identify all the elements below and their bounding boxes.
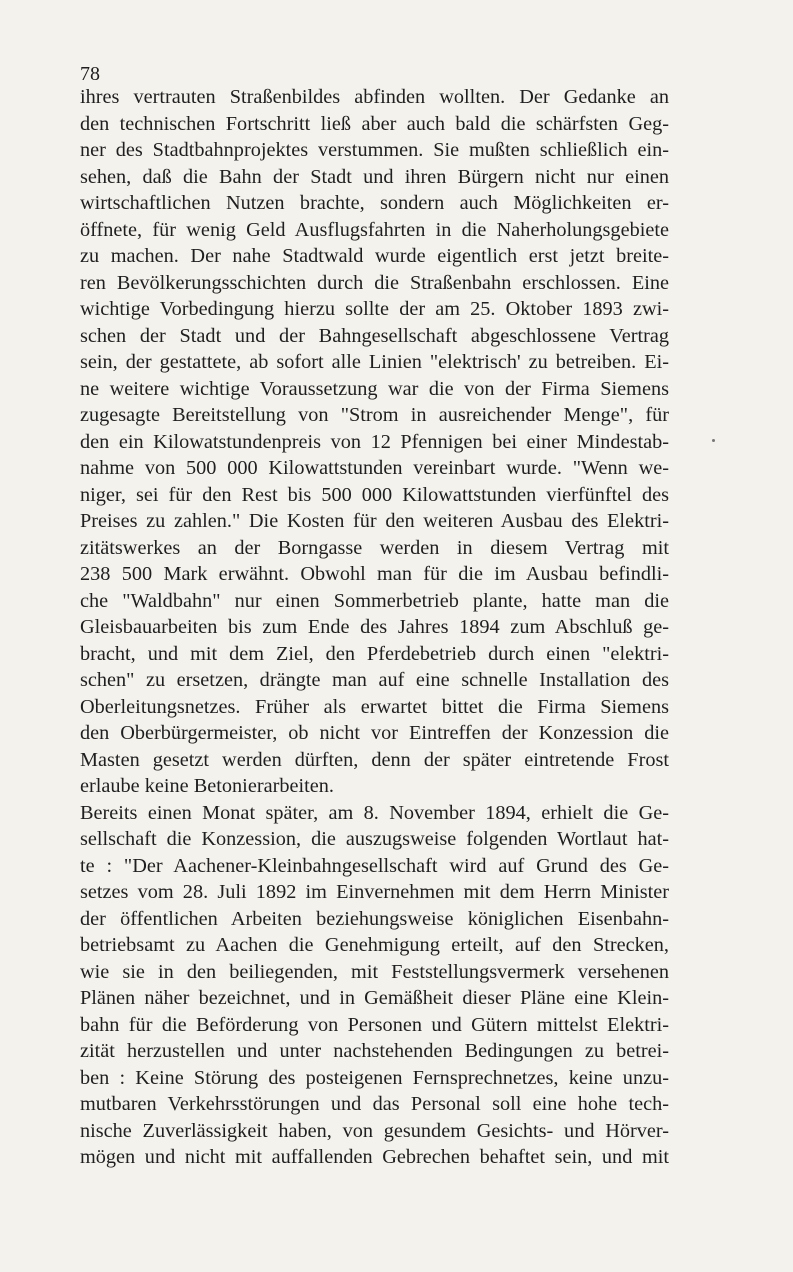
text-line: che "Waldbahn" nur einen Sommerbetrieb plante, hatte man die	[80, 589, 669, 612]
text-line: den Oberbürgermeister, ob nicht vor Eintreffen der Konzession die	[80, 722, 669, 744]
text-line: sein, der gestattete, ab sofort alle Linien "elektrisch' zu betreiben. Ei-	[80, 351, 669, 373]
text-line: betriebsamt zu Aachen die Genehmigung erteilt, auf den Strecken,	[80, 934, 669, 956]
text-line: Oberleitungsnetzes. Früher als erwartet bittet die Firma Siemens	[80, 695, 669, 718]
text-line: 238 500 Mark erwähnt. Obwohl man für die im Ausbau befindli-	[80, 563, 669, 585]
text-line: bahn für die Beförderung von Personen und Gütern mittelst Elektri-	[80, 1013, 669, 1036]
text-line: Masten gesetzt werden dürften, denn der später eintretende Frost	[80, 748, 669, 771]
print-speck	[712, 439, 715, 442]
text-line: niger, sei für den Rest bis 500 000 Kilowattstunden vierfünftel des	[80, 483, 669, 506]
text-line: Bereits einen Monat später, am 8. November 1894, erhielt die Ge-	[80, 801, 669, 824]
text-line: nische Zuverlässigkeit haben, von gesundem Gesichts- und Hörver-	[80, 1119, 669, 1142]
text-line: ne weitere wichtige Voraussetzung war die von der Firma Siemens	[80, 377, 669, 400]
text-line: setzes vom 28. Juli 1892 im Einvernehmen mit dem Herrn Minister	[80, 881, 669, 903]
text-line: den technischen Fortschritt ließ aber auch bald die schärfsten Geg-	[80, 112, 669, 135]
text-line: ren Bevölkerungsschichten durch die Straßenbahn erschlossen. Eine	[80, 271, 669, 294]
body-text	[80, 84, 669, 1171]
page-number: 78	[80, 63, 100, 85]
text-line: ner des Stadtbahnprojektes verstummen. Sie mußten schließlich ein-	[80, 139, 669, 161]
text-line: schen der Stadt und der Bahngesellschaft abgeschlossene Vertrag	[80, 324, 669, 347]
text-line: wie sie in den beiliegenden, mit Feststellungsvermerk versehenen	[80, 960, 669, 983]
text-line: zugesagte Bereitstellung von "Strom in ausreichender Menge", für	[80, 404, 669, 426]
text-line: Plänen näher bezeichnet, und in Gemäßheit dieser Pläne eine Klein-	[80, 987, 669, 1009]
text-line: sehen, daß die Bahn der Stadt und ihren Bürgern nicht nur einen	[80, 165, 669, 188]
text-line: sellschaft die Konzession, die auszugsweise folgenden Wortlaut hat-	[80, 828, 669, 850]
text-line: zu machen. Der nahe Stadtwald wurde eigentlich erst jetzt breite-	[80, 245, 669, 267]
text-line: bracht, und mit dem Ziel, den Pferdebetrieb durch einen "elektri-	[80, 642, 669, 665]
text-line: erlaube keine Betonierarbeiten.	[80, 775, 334, 797]
text-line: nahme von 500 000 Kilowattstunden vereinbart wurde. "Wenn we-	[80, 457, 669, 479]
text-line: mutbaren Verkehrsstörungen und das Personal soll eine hohe tech-	[80, 1093, 669, 1115]
text-line: wirtschaftlichen Nutzen brachte, sondern auch Möglichkeiten er-	[80, 192, 669, 214]
text-line: der öffentlichen Arbeiten beziehungsweise königlichen Eisenbahn-	[80, 907, 669, 930]
text-line: wichtige Vorbedingung hierzu sollte der am 25. Oktober 1893 zwi-	[80, 298, 669, 320]
text-line: Gleisbauarbeiten bis zum Ende des Jahres 1894 zum Abschluß ge-	[80, 616, 669, 638]
text-line: ihres vertrauten Straßenbildes abfinden wollten. Der Gedanke an	[80, 86, 669, 108]
text-line: ben : Keine Störung des posteigenen Fernsprechnetzes, keine unzu-	[80, 1066, 669, 1089]
text-line: te : "Der Aachener-Kleinbahngesellschaft wird auf Grund des Ge-	[80, 854, 669, 877]
text-line: öffnete, für wenig Geld Ausflugsfahrten in die Naherholungsgebiete	[80, 218, 669, 241]
text-line: zität herzustellen und unter nachstehenden Bedingungen zu betrei-	[80, 1040, 669, 1062]
text-line: schen" zu ersetzen, drängte man auf eine schnelle Installation des	[80, 669, 669, 691]
text-line: zitätswerkes an der Borngasse werden in diesem Vertrag mit	[80, 536, 669, 559]
text-line: den ein Kilowatstundenpreis von 12 Pfennigen bei einer Mindestab-	[80, 430, 669, 453]
text-line: Preises zu zahlen." Die Kosten für den weiteren Ausbau des Elektri-	[80, 510, 669, 532]
text-line: mögen und nicht mit auffallenden Gebrechen behaftet sein, und mit	[80, 1146, 669, 1168]
